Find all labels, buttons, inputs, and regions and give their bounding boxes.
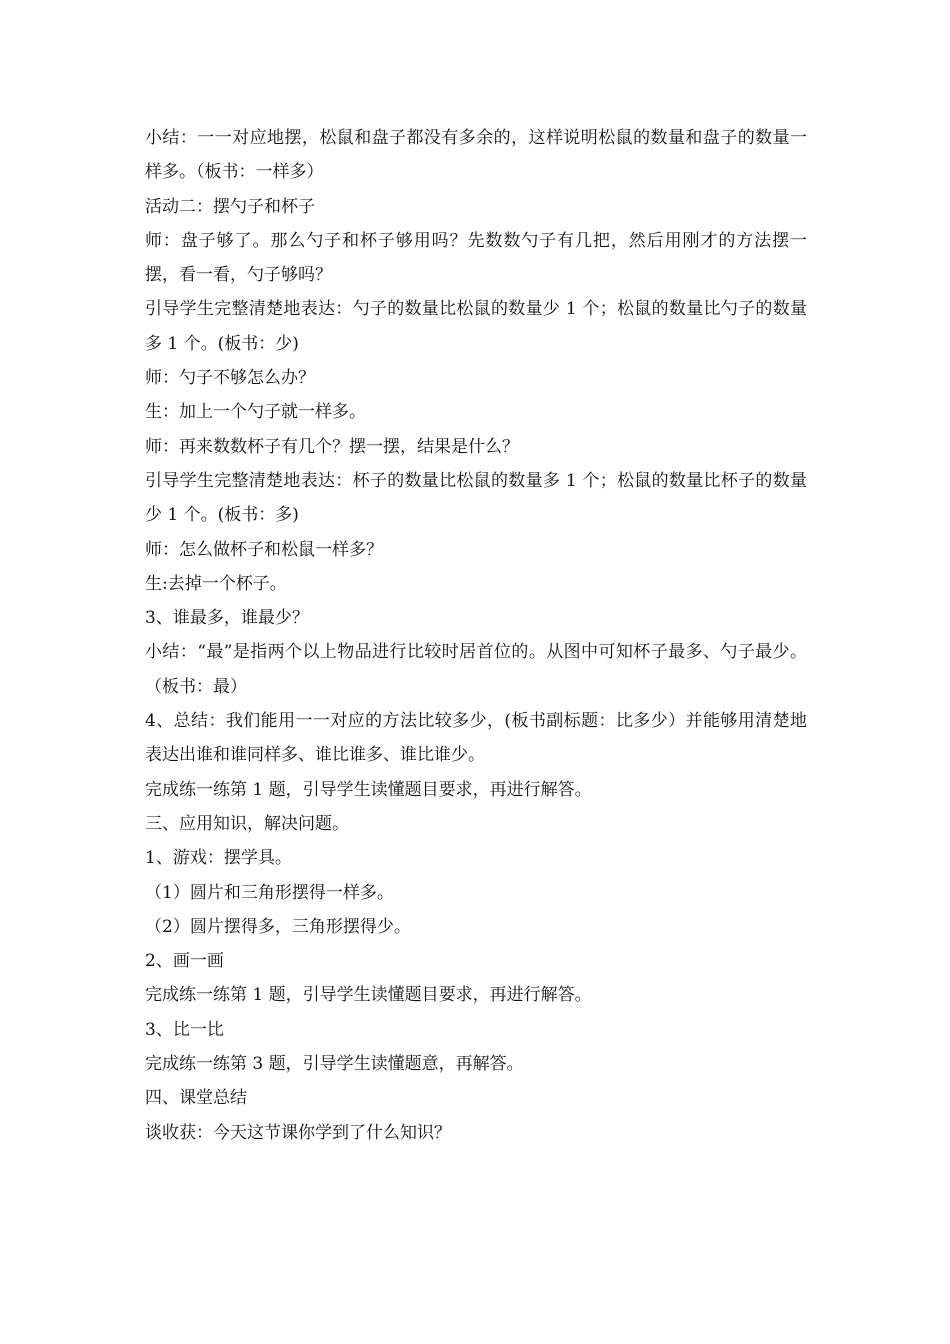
guide-paragraph-cup: 引导学生完整清楚地表达：杯子的数量比松鼠的数量多 1 个；松鼠的数量比杯子的数量少 1 个。(板书：多) [145,470,807,526]
reflection-question: 谈收获：今天这节课你学到了什么知识？ [145,1122,451,1143]
exercise-line-2: 完成练一练第 1 题，引导学生读懂题目要求，再进行解答。 [145,985,592,1006]
student-answer-remove: 生:去掉一个杯子。 [145,573,287,594]
game-item-1: （1）圆片和三角形摆得一样多。 [145,882,394,903]
game-item-2: （2）圆片摆得多，三角形摆得少。 [145,916,411,937]
student-answer-add: 生：加上一个勺子就一样多。 [145,402,366,423]
compare-heading: 3、比一比 [145,1019,224,1040]
conclusion-paragraph: 4、总结：我们能用一一对应的方法比较多少，(板书副标题：比多少）并能够用清楚地表达出谁和谁同样多、谁比谁多、谁比谁少。 [145,711,807,766]
section-most-least: 3、谁最多，谁最少？ [145,608,309,629]
teacher-question-cup: 师：再来数数杯子有几个？摆一摆，结果是什么？ [145,436,519,457]
document-body [145,121,807,1150]
section-three-heading: 三、应用知识，解决问题。 [145,813,349,834]
section-four-heading: 四、课堂总结 [145,1088,247,1109]
guide-paragraph-spoon: 引导学生完整清楚地表达：勺子的数量比松鼠的数量少 1 个；松鼠的数量比勺子的数量多 1 个。(板书：少) [145,299,807,354]
teacher-question-equal: 师：怎么做杯子和松鼠一样多？ [145,539,383,560]
draw-heading: 2、画一画 [145,951,224,972]
teacher-question-spoon: 师：盘子够了。那么勺子和杯子够用吗？先数数勺子有几把，然后用刚才的方法摆一摆，看一看，勺子够吗？ [145,230,807,286]
summary-paragraph-most: 小结：“最”是指两个以上物品进行比较时居首位的。从图中可知杯子最多、勺子最少。（板书：最） [145,642,807,697]
exercise-line-1: 完成练一练第 1 题，引导学生读懂题目要求，再进行解答。 [145,779,592,800]
summary-paragraph-1: 小结：一一对应地摆，松鼠和盘子都没有多余的，这样说明松鼠的数量和盘子的数量一样多。（板书：一样多） [145,128,807,183]
teacher-question-not-enough: 师：勺子不够怎么办？ [145,368,315,389]
game-heading: 1、游戏：摆学具。 [145,848,292,869]
activity-two-heading: 活动二：摆勺子和杯子 [145,196,315,217]
exercise-line-3: 完成练一练第 3 题，引导学生读懂题意，再解答。 [145,1054,524,1075]
